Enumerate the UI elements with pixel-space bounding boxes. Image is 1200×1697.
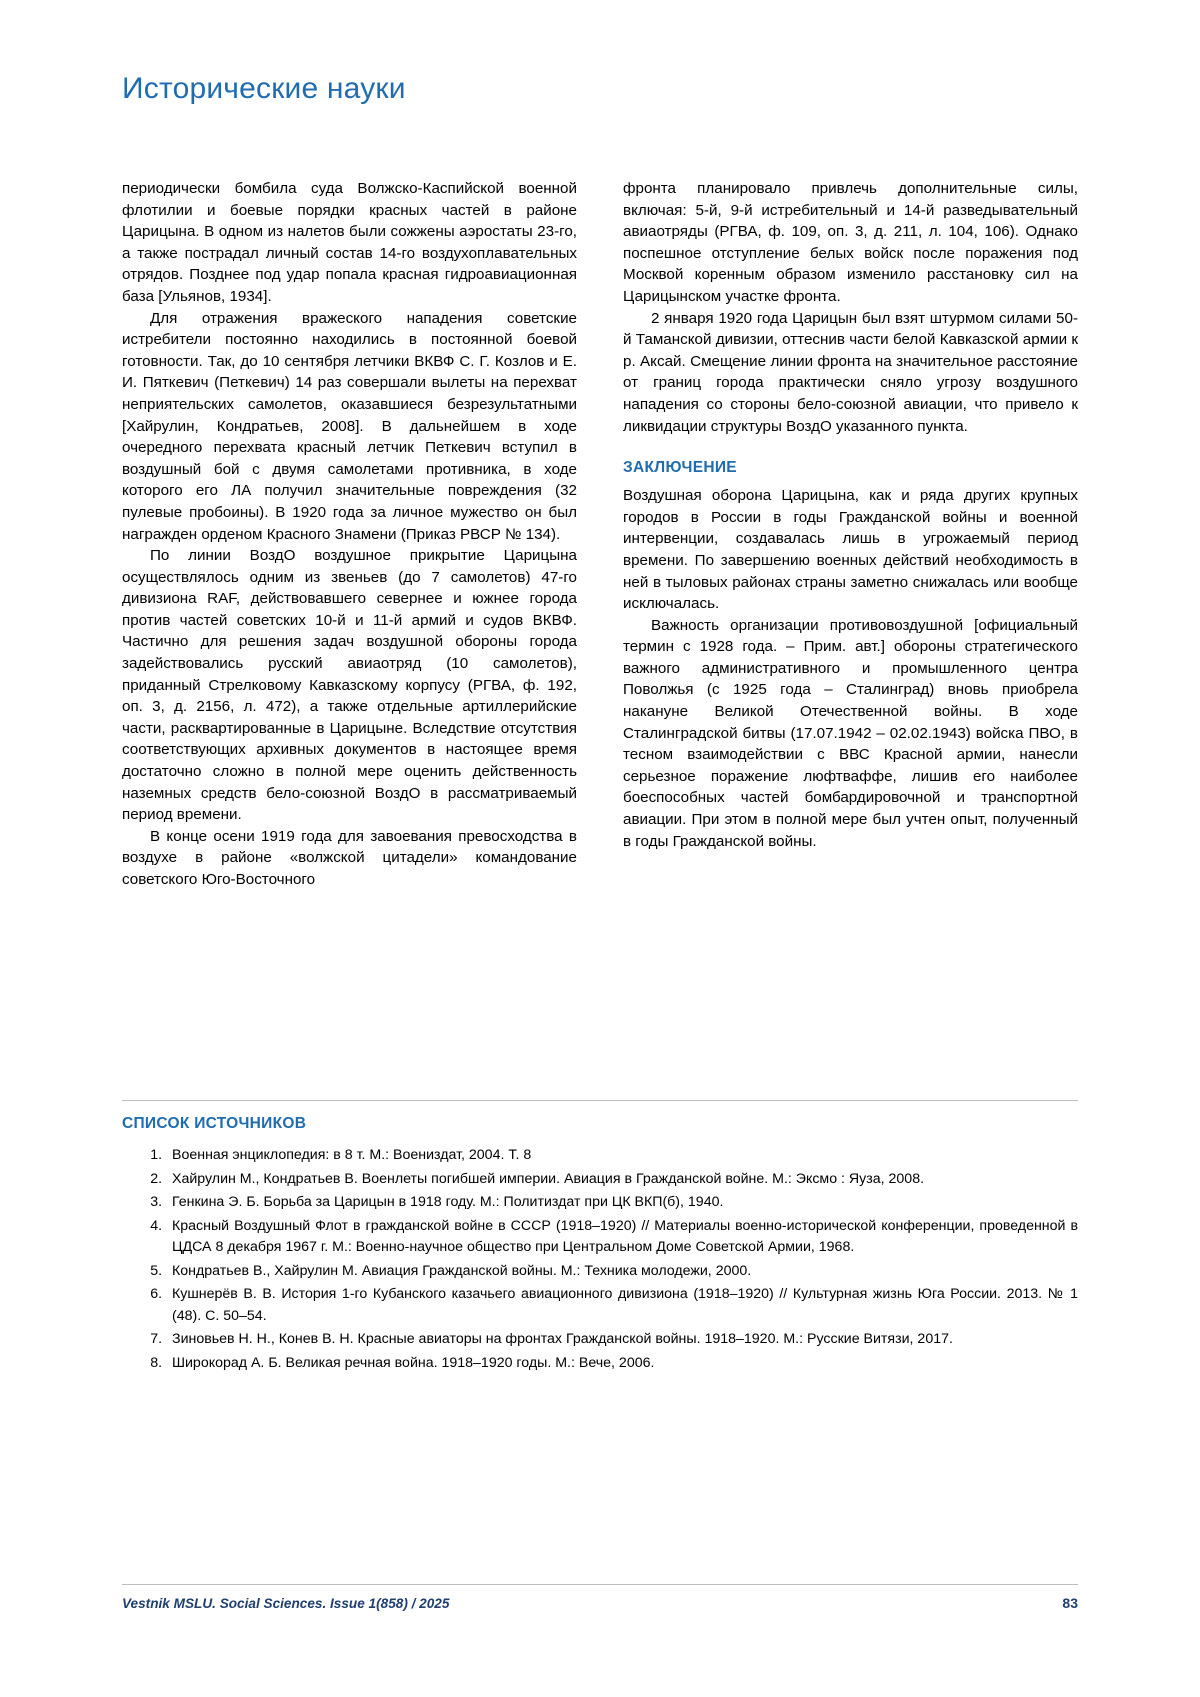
paragraph: Важность организации противовоздушной [официальный термин с 1928 года. – Прим. авт.] обороны стратегического важного административного и промышленного центра Поволжья (с 1925 года – Сталинград) вновь приобрела накануне Великой Отечественной войны. В ходе Сталинградской битвы (17.07.1942 – 02.02.1943) войска ПВО, в тесном взаимодействии с ВВС Красной армии, нанесли серьезное поражение люфтваффе, лишив его наиболее боеспособных частей бомбардировочной и транспортной авиации. При этом в полной мере был учтен опыт, полученный в годы Гражданской войны. [623, 616, 1078, 850]
page-title: Исторические науки [122, 72, 406, 105]
list-item: 6. Кушнерёв В. В. История 1-го Кубанского казачьего авиационного дивизиона (1918–1920) // Культурная жизнь Юга России. 2013. № 1 (48). С. 50–54. [166, 1284, 1078, 1327]
list-item: 4. Красный Воздушный Флот в гражданской войне в СССР (1918–1920) // Материалы военно-исторической конференции, проведенной в ЦДСА 8 декабря 1967 г. М.: Военно-научное общество при Центральном Доме Советской Армии, 1968. [166, 1216, 1078, 1259]
page-number: 83 [1062, 1595, 1078, 1611]
paragraph: 2 января 1920 года Царицын был взят штурмом силами 50-й Таманской дивизии, оттеснив части белой Кавказской армии к р. Аксай. Смещение линии фронта на значительное расстояние от границ города практически сняло угрозу воздушного нападения со стороны бело-союзной авиации, что привело к ликвидации структуры ВоздО указанного пункта. [623, 309, 1078, 435]
article-columns [122, 178, 1078, 891]
page-footer [122, 1584, 1078, 1611]
left-column [122, 178, 577, 891]
list-item: 2. Хайрулин М., Кондратьев В. Военлеты погибшей империи. Авиация в Гражданской войне. М.: Эксмо : Яуза, 2008. [166, 1169, 1078, 1191]
paragraph: Для отражения вражеского нападения советские истребители постоянно находились в постоянной боевой готовности. Так, до 10 сентября летчики ВКВФ С. Г. Козлов и Е. И. Пяткевич (Петкевич) 14 раз совершали вылеты на перехват неприятельских самолетов, оказавшиеся безрезультатными [Хайрулин, Кондратьев, 2008]. В дальнейшем в ходе очередного перехвата красный летчик Петкевич вступил в воздушный бой с двумя самолетами противника, в ходе которого его ЛА получил значительные повреждения (32 пулевые пробоины). В 1920 года за личное мужество он был награжден орденом Красного Знамени (Приказ РВСР № 134). [122, 309, 577, 543]
list-item: 5. Кондратьев В., Хайрулин М. Авиация Гражданской войны. М.: Техника молодежи, 2000. [166, 1261, 1078, 1283]
paragraph: Воздушная оборона Царицына, как и ряда других крупных городов в России в годы Гражданской войны и военной интервенции, создавалась лишь в угрожаемый период времени. По завершению военных действий необходимость в ней в тыловых районах страны заметно снижалась или вообще исключалась. [623, 487, 1078, 613]
references-heading: СПИСОК ИСТОЧНИКОВ [122, 1115, 307, 1132]
list-item: 3. Генкина Э. Б. Борьба за Царицын в 1918 году. М.: Политиздат при ЦК ВКП(б), 1940. [166, 1192, 1078, 1214]
paragraph: периодически бомбила суда Волжско-Каспийской военной флотилии и боевые порядки красных частей в районе Царицына. В одном из налетов были сожжены аэростаты 23-го, а также пострадал личный состав 14-го воздухоплавательных отрядов. Позднее под удар попала красная гидроавиационная база [Ульянов, 1934]. [122, 180, 577, 305]
section-heading-conclusion: ЗАКЛЮЧЕНИЕ [623, 459, 737, 477]
list-item: 7. Зиновьев Н. Н., Конев В. Н. Красные авиаторы на фронтах Гражданской войны. 1918–1920. М.: Русские Витязи, 2017. [166, 1329, 1078, 1351]
paragraph: фронта планировало привлечь дополнительные силы, включая: 5-й, 9-й истребительный и 14-й разведывательный авиаотряды (РГВА, ф. 109, оп. 3, д. 211, л. 104, 106). Однако поспешное отступление белых войск после поражения под Москвой коренным образом изменило расстановку сил на Царицынском участке фронта. [623, 180, 1078, 305]
list-item: 1. Военная энциклопедия: в 8 т. М.: Воениздат, 2004. Т. 8 [166, 1145, 1078, 1167]
references-section [122, 1100, 1078, 1376]
divider [122, 1100, 1078, 1101]
right-column [623, 178, 1078, 891]
paragraph: По линии ВоздО воздушное прикрытие Царицына осуществлялось одним из звеньев (до 7 самолетов) 47-го дивизиона RAF, действовавшего севернее и южнее города против частей советских 10-й и 11-й армий и судов ВКВФ. Частично для решения задач воздушной обороны города задействовались русский авиаотряд (10 самолетов), приданный Стрелковому Кавказскому корпусу (РГВА, ф. 192, оп. 3, д. 2156, л. 472), а также отдельные артиллерийские части, расквартированные в Царицыне. Вследствие отсутствия соответствующих архивных документов в настоящее время достаточно сложно в полной мере оценить действенность наземных средств бело-союзной ВоздО в рассматриваемый период времени. [122, 547, 577, 824]
list-item: 8. Широкорад А. Б. Великая речная война. 1918–1920 годы. М.: Вече, 2006. [166, 1353, 1078, 1375]
references-list [122, 1145, 1078, 1374]
paragraph: В конце осени 1919 года для завоевания превосходства в воздухе в районе «волжской цитадели» командование советского Юго-Восточного [122, 827, 577, 888]
journal-info: Vestnik MSLU. Social Sciences. Issue 1(858) / 2025 [122, 1596, 450, 1611]
